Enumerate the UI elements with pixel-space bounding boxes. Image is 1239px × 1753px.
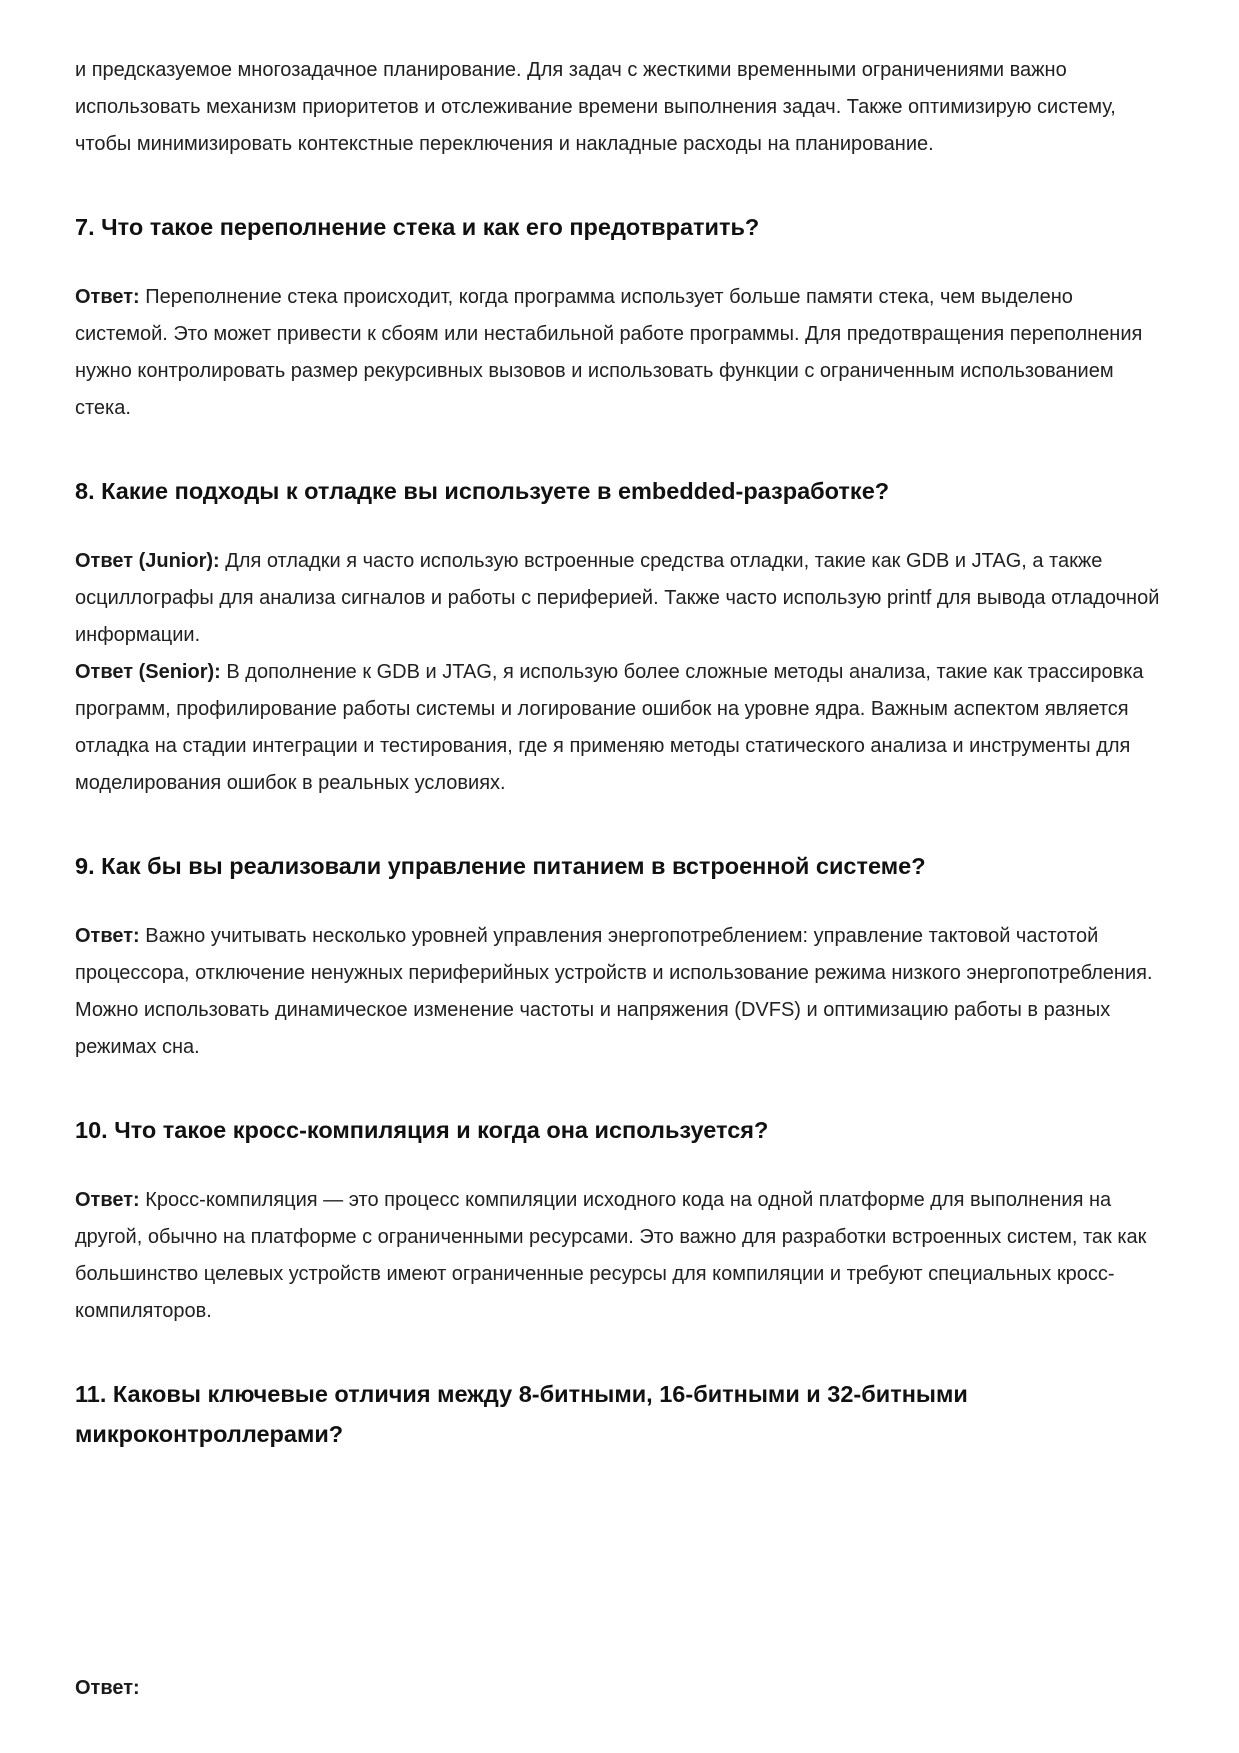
section-q11-heading: 11. Каковы ключевые отличия между 8-битными, 16-битными и 32-битными микроконтроллерами? [75, 1381, 968, 1447]
section-q8 [75, 471, 1164, 802]
section-q8-heading: 8. Какие подходы к отладке вы используете в embedded-разработке? [75, 478, 890, 504]
answer-paragraph [75, 279, 1164, 427]
answer-label: Ответ: [75, 925, 140, 947]
section-q10 [75, 1110, 1164, 1330]
answer-paragraph [75, 1182, 1164, 1330]
answer-text-senior: В дополнение к GDB и JTAG, я использую более сложные методы анализа, такие как трассировка программ, профилирование работы системы и логирование ошибок на уровне ядра. Важным аспектом является отладка на стадии интеграции и тестирования, где я применяю методы статического анализа и инструменты для моделирования ошибок в реальных условиях. [75, 661, 1144, 794]
answer-paragraph [75, 543, 1164, 654]
answer-label: Ответ: [75, 1677, 140, 1699]
answer-text: Переполнение стека происходит, когда программа использует больше памяти стека, чем выделено системой. Это может привести к сбоям или нестабильной работе программы. Для предотвращения переполнения нужно контролировать размер рекурсивных вызовов и использовать функции с ограниченным использованием стека. [75, 286, 1143, 419]
answer-text: Кросс-компиляция — это процесс компиляции исходного кода на одной платформе для выполнения на другой, обычно на платформе с ограниченными ресурсами. Это важно для разработки встроенных систем, так как большинство целевых устройств имеют ограниченные ресурсы для компиляции и требуют специальных кросс-компиляторов. [75, 1189, 1147, 1322]
section-q9 [75, 846, 1164, 1066]
answer-label-junior: Ответ (Junior): [75, 550, 220, 572]
answer-text: Важно учитывать несколько уровней управления энергопотреблением: управление тактовой частотой процессора, отключение ненужных периферийных устройств и использование режима низкого энергопотребления. Можно использовать динамическое изменение частоты и напряжения (DVFS) и оптимизацию работы в разных режимах сна. [75, 925, 1153, 1058]
section-q9-heading: 9. Как бы вы реализовали управление питанием в встроенной системе? [75, 853, 926, 879]
section-q7 [75, 207, 1164, 427]
answer-text-junior: Для отладки я часто использую встроенные средства отладки, такие как GDB и JTAG, а также осциллографы для анализа сигналов и работы с периферией. Также часто использую printf для вывода отладочной информации. [75, 550, 1160, 646]
answer-paragraph [75, 654, 1164, 802]
answer-label-senior: Ответ (Senior): [75, 661, 221, 683]
answer-label: Ответ: [75, 1189, 140, 1211]
partial-answer-paragraph [75, 1670, 1164, 1707]
section-q7-heading: 7. Что такое переполнение стека и как его предотвратить? [75, 214, 760, 240]
answer-label: Ответ: [75, 286, 140, 308]
intro-paragraph: и предсказуемое многозадачное планирование. Для задач с жесткими временными ограничениями важно использовать механизм приоритетов и отслеживание времени выполнения задач. Также оптимизирую систему, чтобы минимизировать контекстные переключения и накладные расходы на планирование. [75, 59, 1116, 155]
answer-paragraph [75, 918, 1164, 1066]
section-q10-heading: 10. Что такое кросс-компиляция и когда она используется? [75, 1117, 769, 1143]
section-q11 [75, 1374, 1164, 1707]
